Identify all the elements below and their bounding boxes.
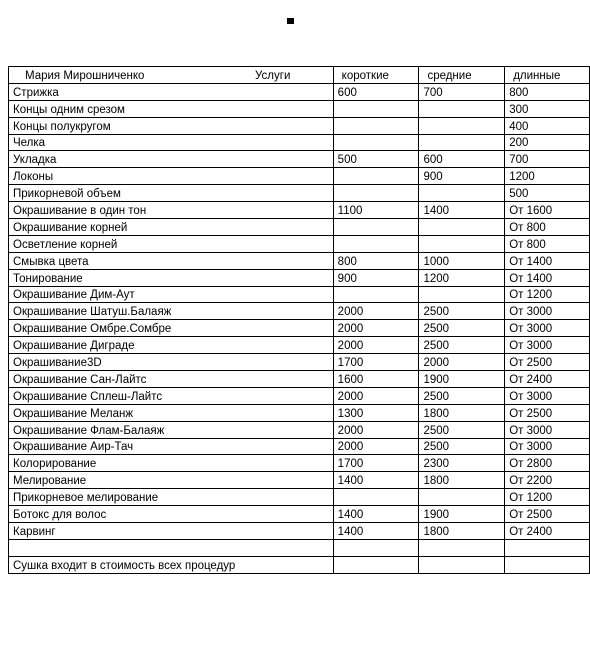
table-row xyxy=(9,539,590,556)
service-name-cell: Окрашивание Диграде xyxy=(9,337,334,354)
price-long-cell: От 1400 xyxy=(505,269,590,286)
service-name-cell: Концы полукругом xyxy=(9,117,334,134)
price-long-cell: От 3000 xyxy=(505,421,590,438)
service-name-cell: Окрашивание корней xyxy=(9,219,334,236)
price-long-cell: От 2500 xyxy=(505,506,590,523)
price-medium-cell xyxy=(419,286,505,303)
service-name-cell: Окрашивание3D xyxy=(9,354,334,371)
service-name-cell: Челка xyxy=(9,134,334,151)
service-name-cell: Окрашивание Сан-Лайтс xyxy=(9,371,334,388)
price-short-cell: 800 xyxy=(333,252,419,269)
price-medium-cell: 2500 xyxy=(419,421,505,438)
price-short-cell xyxy=(333,539,419,556)
table-row xyxy=(9,235,590,252)
price-medium-cell xyxy=(419,134,505,151)
price-medium-cell: 2300 xyxy=(419,455,505,472)
price-short-cell: 1400 xyxy=(333,472,419,489)
table-row xyxy=(9,320,590,337)
price-medium-cell: 1800 xyxy=(419,472,505,489)
price-long-cell: От 2200 xyxy=(505,472,590,489)
price-long-cell: От 1400 xyxy=(505,252,590,269)
price-medium-cell xyxy=(419,489,505,506)
service-name-cell: Колорирование xyxy=(9,455,334,472)
price-long-cell: 200 xyxy=(505,134,590,151)
price-long-cell: 800 xyxy=(505,83,590,100)
price-medium-cell: 1400 xyxy=(419,202,505,219)
table-row xyxy=(9,354,590,371)
service-name-cell: Укладка xyxy=(9,151,334,168)
title-dash-mark xyxy=(287,18,294,24)
table-row xyxy=(9,269,590,286)
price-short-cell: 1100 xyxy=(333,202,419,219)
price-medium-cell xyxy=(419,556,505,573)
price-medium-cell: 1200 xyxy=(419,269,505,286)
price-long-cell: От 1200 xyxy=(505,286,590,303)
service-name-cell: Окрашивание Дим-Аут xyxy=(9,286,334,303)
price-long-cell: От 800 xyxy=(505,219,590,236)
price-long-cell: От 2500 xyxy=(505,354,590,371)
price-long-cell: От 2400 xyxy=(505,523,590,540)
price-long-cell: 400 xyxy=(505,117,590,134)
price-medium-cell xyxy=(419,539,505,556)
price-short-cell xyxy=(333,556,419,573)
service-name-cell: Окрашивание в один тон xyxy=(9,202,334,219)
service-name-cell: Окрашивание Омбре.Сомбре xyxy=(9,320,334,337)
price-short-cell xyxy=(333,168,419,185)
price-long-cell xyxy=(505,556,590,573)
service-name-cell: Локоны xyxy=(9,168,334,185)
price-short-cell xyxy=(333,219,419,236)
table-row xyxy=(9,100,590,117)
table-row xyxy=(9,134,590,151)
price-long-cell: От 800 xyxy=(505,235,590,252)
table-row xyxy=(9,455,590,472)
price-short-cell: 1400 xyxy=(333,523,419,540)
price-medium-cell: 700 xyxy=(419,83,505,100)
price-medium-cell: 2500 xyxy=(419,303,505,320)
price-short-cell xyxy=(333,134,419,151)
price-long-cell: От 2400 xyxy=(505,371,590,388)
table-row xyxy=(9,472,590,489)
price-medium-cell xyxy=(419,117,505,134)
price-long-cell: От 3000 xyxy=(505,303,590,320)
price-short-cell: 2000 xyxy=(333,303,419,320)
table-row xyxy=(9,404,590,421)
service-name-cell: Сушка входит в стоимость всех процедур xyxy=(9,556,334,573)
table-row xyxy=(9,371,590,388)
price-medium-cell: 2000 xyxy=(419,354,505,371)
price-long-cell: От 3000 xyxy=(505,438,590,455)
price-short-cell: 1600 xyxy=(333,371,419,388)
table-row xyxy=(9,252,590,269)
price-short-cell: 2000 xyxy=(333,387,419,404)
table-row xyxy=(9,556,590,573)
table-row xyxy=(9,506,590,523)
price-long-cell: 300 xyxy=(505,100,590,117)
price-medium-cell xyxy=(419,235,505,252)
services-column-header: Услуги xyxy=(255,69,291,82)
price-short-cell: 1700 xyxy=(333,455,419,472)
price-list-table xyxy=(8,66,590,574)
price-long-cell: От 3000 xyxy=(505,387,590,404)
header-service-cell xyxy=(9,67,334,84)
service-name-cell: Окрашивание Флам-Балаяж xyxy=(9,421,334,438)
price-short-cell: 600 xyxy=(333,83,419,100)
price-medium-cell xyxy=(419,100,505,117)
price-short-cell: 500 xyxy=(333,151,419,168)
header-row xyxy=(9,67,590,84)
column-header-short: короткие xyxy=(333,67,419,84)
service-name-cell: Прикорневой объем xyxy=(9,185,334,202)
service-name-cell: Концы одним срезом xyxy=(9,100,334,117)
price-short-cell: 2000 xyxy=(333,438,419,455)
price-medium-cell: 600 xyxy=(419,151,505,168)
price-long-cell: От 1200 xyxy=(505,489,590,506)
table-row xyxy=(9,168,590,185)
table-row xyxy=(9,83,590,100)
price-short-cell: 1700 xyxy=(333,354,419,371)
price-long-cell: 700 xyxy=(505,151,590,168)
column-header-medium: средние xyxy=(419,67,505,84)
table-row xyxy=(9,387,590,404)
table-row xyxy=(9,219,590,236)
price-medium-cell xyxy=(419,219,505,236)
table-row xyxy=(9,337,590,354)
service-name-cell: Прикорневое мелирование xyxy=(9,489,334,506)
table-row xyxy=(9,523,590,540)
table-row xyxy=(9,286,590,303)
price-medium-cell xyxy=(419,185,505,202)
service-name-cell: Карвинг xyxy=(9,523,334,540)
service-name-cell: Окрашивание Шатуш.Балаяж xyxy=(9,303,334,320)
price-long-cell: От 3000 xyxy=(505,337,590,354)
price-short-cell: 2000 xyxy=(333,421,419,438)
price-long-cell: 1200 xyxy=(505,168,590,185)
table-row xyxy=(9,151,590,168)
price-medium-cell: 1900 xyxy=(419,371,505,388)
service-name-cell: Окрашивание Меланж xyxy=(9,404,334,421)
service-name-cell: Стрижка xyxy=(9,83,334,100)
price-medium-cell: 2500 xyxy=(419,387,505,404)
price-short-cell xyxy=(333,117,419,134)
price-medium-cell: 1900 xyxy=(419,506,505,523)
price-medium-cell: 1800 xyxy=(419,404,505,421)
service-name-cell: Окрашивание Аир-Тач xyxy=(9,438,334,455)
price-long-cell: 500 xyxy=(505,185,590,202)
price-short-cell: 1300 xyxy=(333,404,419,421)
price-short-cell xyxy=(333,235,419,252)
price-short-cell: 2000 xyxy=(333,337,419,354)
service-name-cell: Ботокс для волос xyxy=(9,506,334,523)
price-short-cell: 1400 xyxy=(333,506,419,523)
price-long-cell: От 2500 xyxy=(505,404,590,421)
table-row xyxy=(9,202,590,219)
service-name-cell: Тонирование xyxy=(9,269,334,286)
price-long-cell: От 3000 xyxy=(505,320,590,337)
service-name-cell xyxy=(9,539,334,556)
table-row xyxy=(9,438,590,455)
price-long-cell: От 1600 xyxy=(505,202,590,219)
price-medium-cell: 1000 xyxy=(419,252,505,269)
price-medium-cell: 2500 xyxy=(419,438,505,455)
price-long-cell xyxy=(505,539,590,556)
column-header-long: длинные xyxy=(505,67,590,84)
price-short-cell xyxy=(333,100,419,117)
service-name-cell: Осветление корней xyxy=(9,235,334,252)
table-row xyxy=(9,117,590,134)
price-medium-cell: 900 xyxy=(419,168,505,185)
table-row xyxy=(9,185,590,202)
price-short-cell: 2000 xyxy=(333,320,419,337)
table-row xyxy=(9,489,590,506)
price-medium-cell: 2500 xyxy=(419,337,505,354)
service-name-cell: Смывка цвета xyxy=(9,252,334,269)
price-medium-cell: 2500 xyxy=(419,320,505,337)
price-short-cell: 900 xyxy=(333,269,419,286)
service-name-cell: Окрашивание Сплеш-Лайтс xyxy=(9,387,334,404)
price-short-cell xyxy=(333,185,419,202)
table-row xyxy=(9,421,590,438)
price-medium-cell: 1800 xyxy=(419,523,505,540)
price-long-cell: От 2800 xyxy=(505,455,590,472)
table-row xyxy=(9,303,590,320)
price-short-cell xyxy=(333,489,419,506)
master-name: Мария Мирошниченко xyxy=(25,69,145,82)
price-short-cell xyxy=(333,286,419,303)
service-name-cell: Мелирование xyxy=(9,472,334,489)
